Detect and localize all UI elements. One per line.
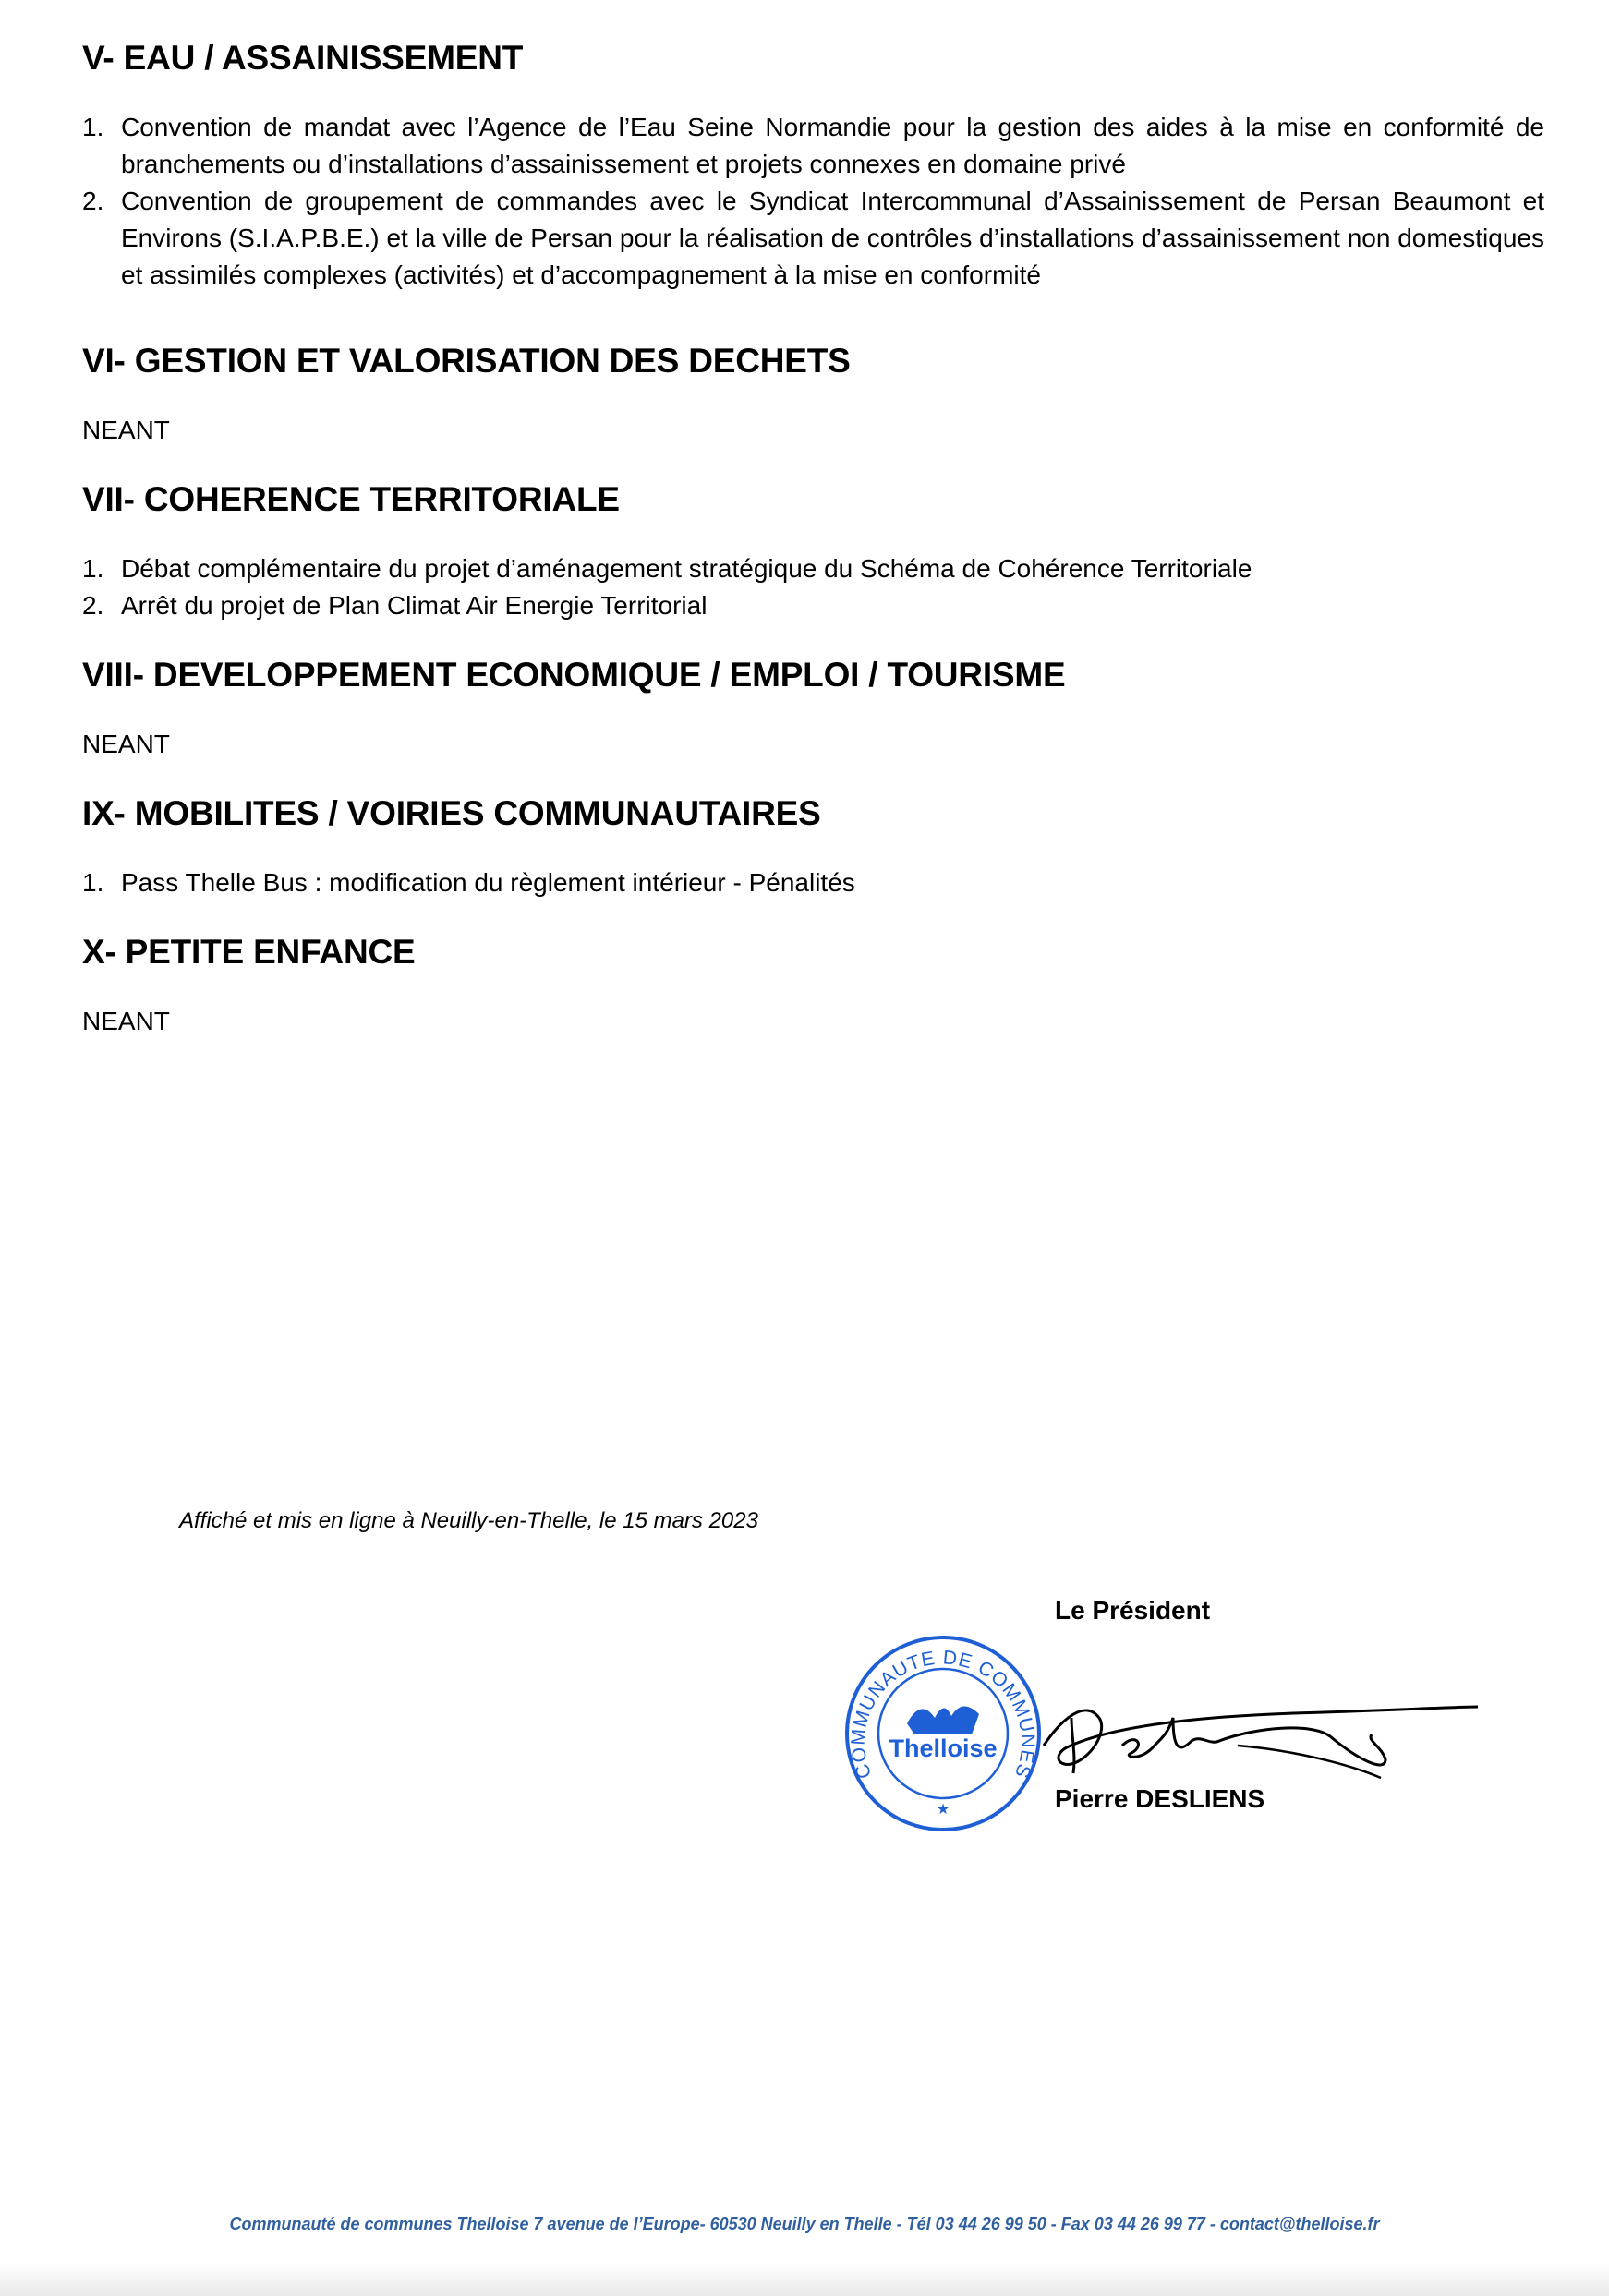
item-number: 2. <box>82 187 104 215</box>
handwritten-signature <box>1034 1681 1496 1801</box>
signatory-title: Le Président <box>1055 1596 1211 1625</box>
item-number: 2. <box>82 591 104 620</box>
stamp-emblem-icon <box>907 1706 979 1734</box>
section-mobilites <box>82 791 1544 901</box>
section-empty-text: NEANT <box>82 416 170 444</box>
posted-notice: Affiché et mis en ligne à Neuilly-en-Thelle, le 15 mars 2023 <box>179 1508 758 1533</box>
list-item <box>82 183 1544 294</box>
section-empty-text: NEANT <box>82 1007 170 1035</box>
item-text: Débat complémentaire du projet d’aménagement stratégique du Schéma de Cohérence Territoriale <box>121 554 1252 583</box>
item-list <box>82 109 1544 294</box>
section-title: VI- GESTION ET VALORISATION DES DECHETS <box>82 342 851 380</box>
section-dechets <box>82 338 1544 449</box>
signatory-name: Pierre DESLIENS <box>1055 1784 1265 1813</box>
stamp-center-text: Thelloise <box>889 1734 998 1762</box>
item-list <box>82 864 1544 901</box>
list-item <box>82 864 1544 901</box>
section-empty-text: NEANT <box>82 730 170 758</box>
item-number: 1. <box>82 868 104 897</box>
item-text: Pass Thelle Bus : modification du règlement intérieur - Pénalités <box>121 868 855 897</box>
list-item <box>82 587 1544 624</box>
section-title: X- PETITE ENFANCE <box>82 933 416 971</box>
document-body <box>82 35 1544 1040</box>
list-item <box>82 109 1544 183</box>
list-item <box>82 550 1544 587</box>
section-title: V- EAU / ASSAINISSEMENT <box>82 39 524 77</box>
section-title: VII- COHERENCE TERRITORIALE <box>82 480 620 518</box>
section-petite-enfance <box>82 929 1544 1040</box>
item-text: Convention de groupement de commandes avec le Syndicat Intercommunal d’Assainissement de Persan Beaumont et Environs (S.I.A.P.B.E.) et la ville de Persan pour la réalisation de contrôles d’installations d’assainissement non domestiques et assimilés complexes (activités) et d’accompagnement à la mise en conformité <box>121 187 1544 289</box>
item-number: 1. <box>82 554 104 583</box>
item-text: Convention de mandat avec l’Agence de l’Eau Seine Normandie pour la gestion des aides à la mise en conformité de branchements ou d’installations d’assainissement et projets connexes en domaine privé <box>121 113 1544 178</box>
section-coherence-territoriale <box>82 477 1544 624</box>
page-bottom-edge <box>0 2263 1609 2296</box>
item-list <box>82 550 1544 624</box>
section-developpement-economique <box>82 652 1544 763</box>
stamp-star-icon: ★ <box>936 1802 950 1818</box>
page-footer: Communauté de communes Thelloise 7 avenue de l’Europe- 60530 Neuilly en Thelle - Tél 03 44 26 99 50 - Fax 03 44 26 99 77 - contact@thelloise.fr <box>229 2215 1380 2233</box>
section-eau-assainissement <box>82 35 1544 294</box>
item-number: 1. <box>82 113 104 141</box>
official-stamp <box>842 1633 1044 1834</box>
stamp-ring-text: COMMUNAUTE DE COMMUNES <box>847 1647 1039 1782</box>
section-title: VIII- DEVELOPPEMENT ECONOMIQUE / EMPLOI / TOURISME <box>82 656 1066 694</box>
section-title: IX- MOBILITES / VOIRIES COMMUNAUTAIRES <box>82 794 821 832</box>
item-text: Arrêt du projet de Plan Climat Air Energie Territorial <box>121 591 708 620</box>
